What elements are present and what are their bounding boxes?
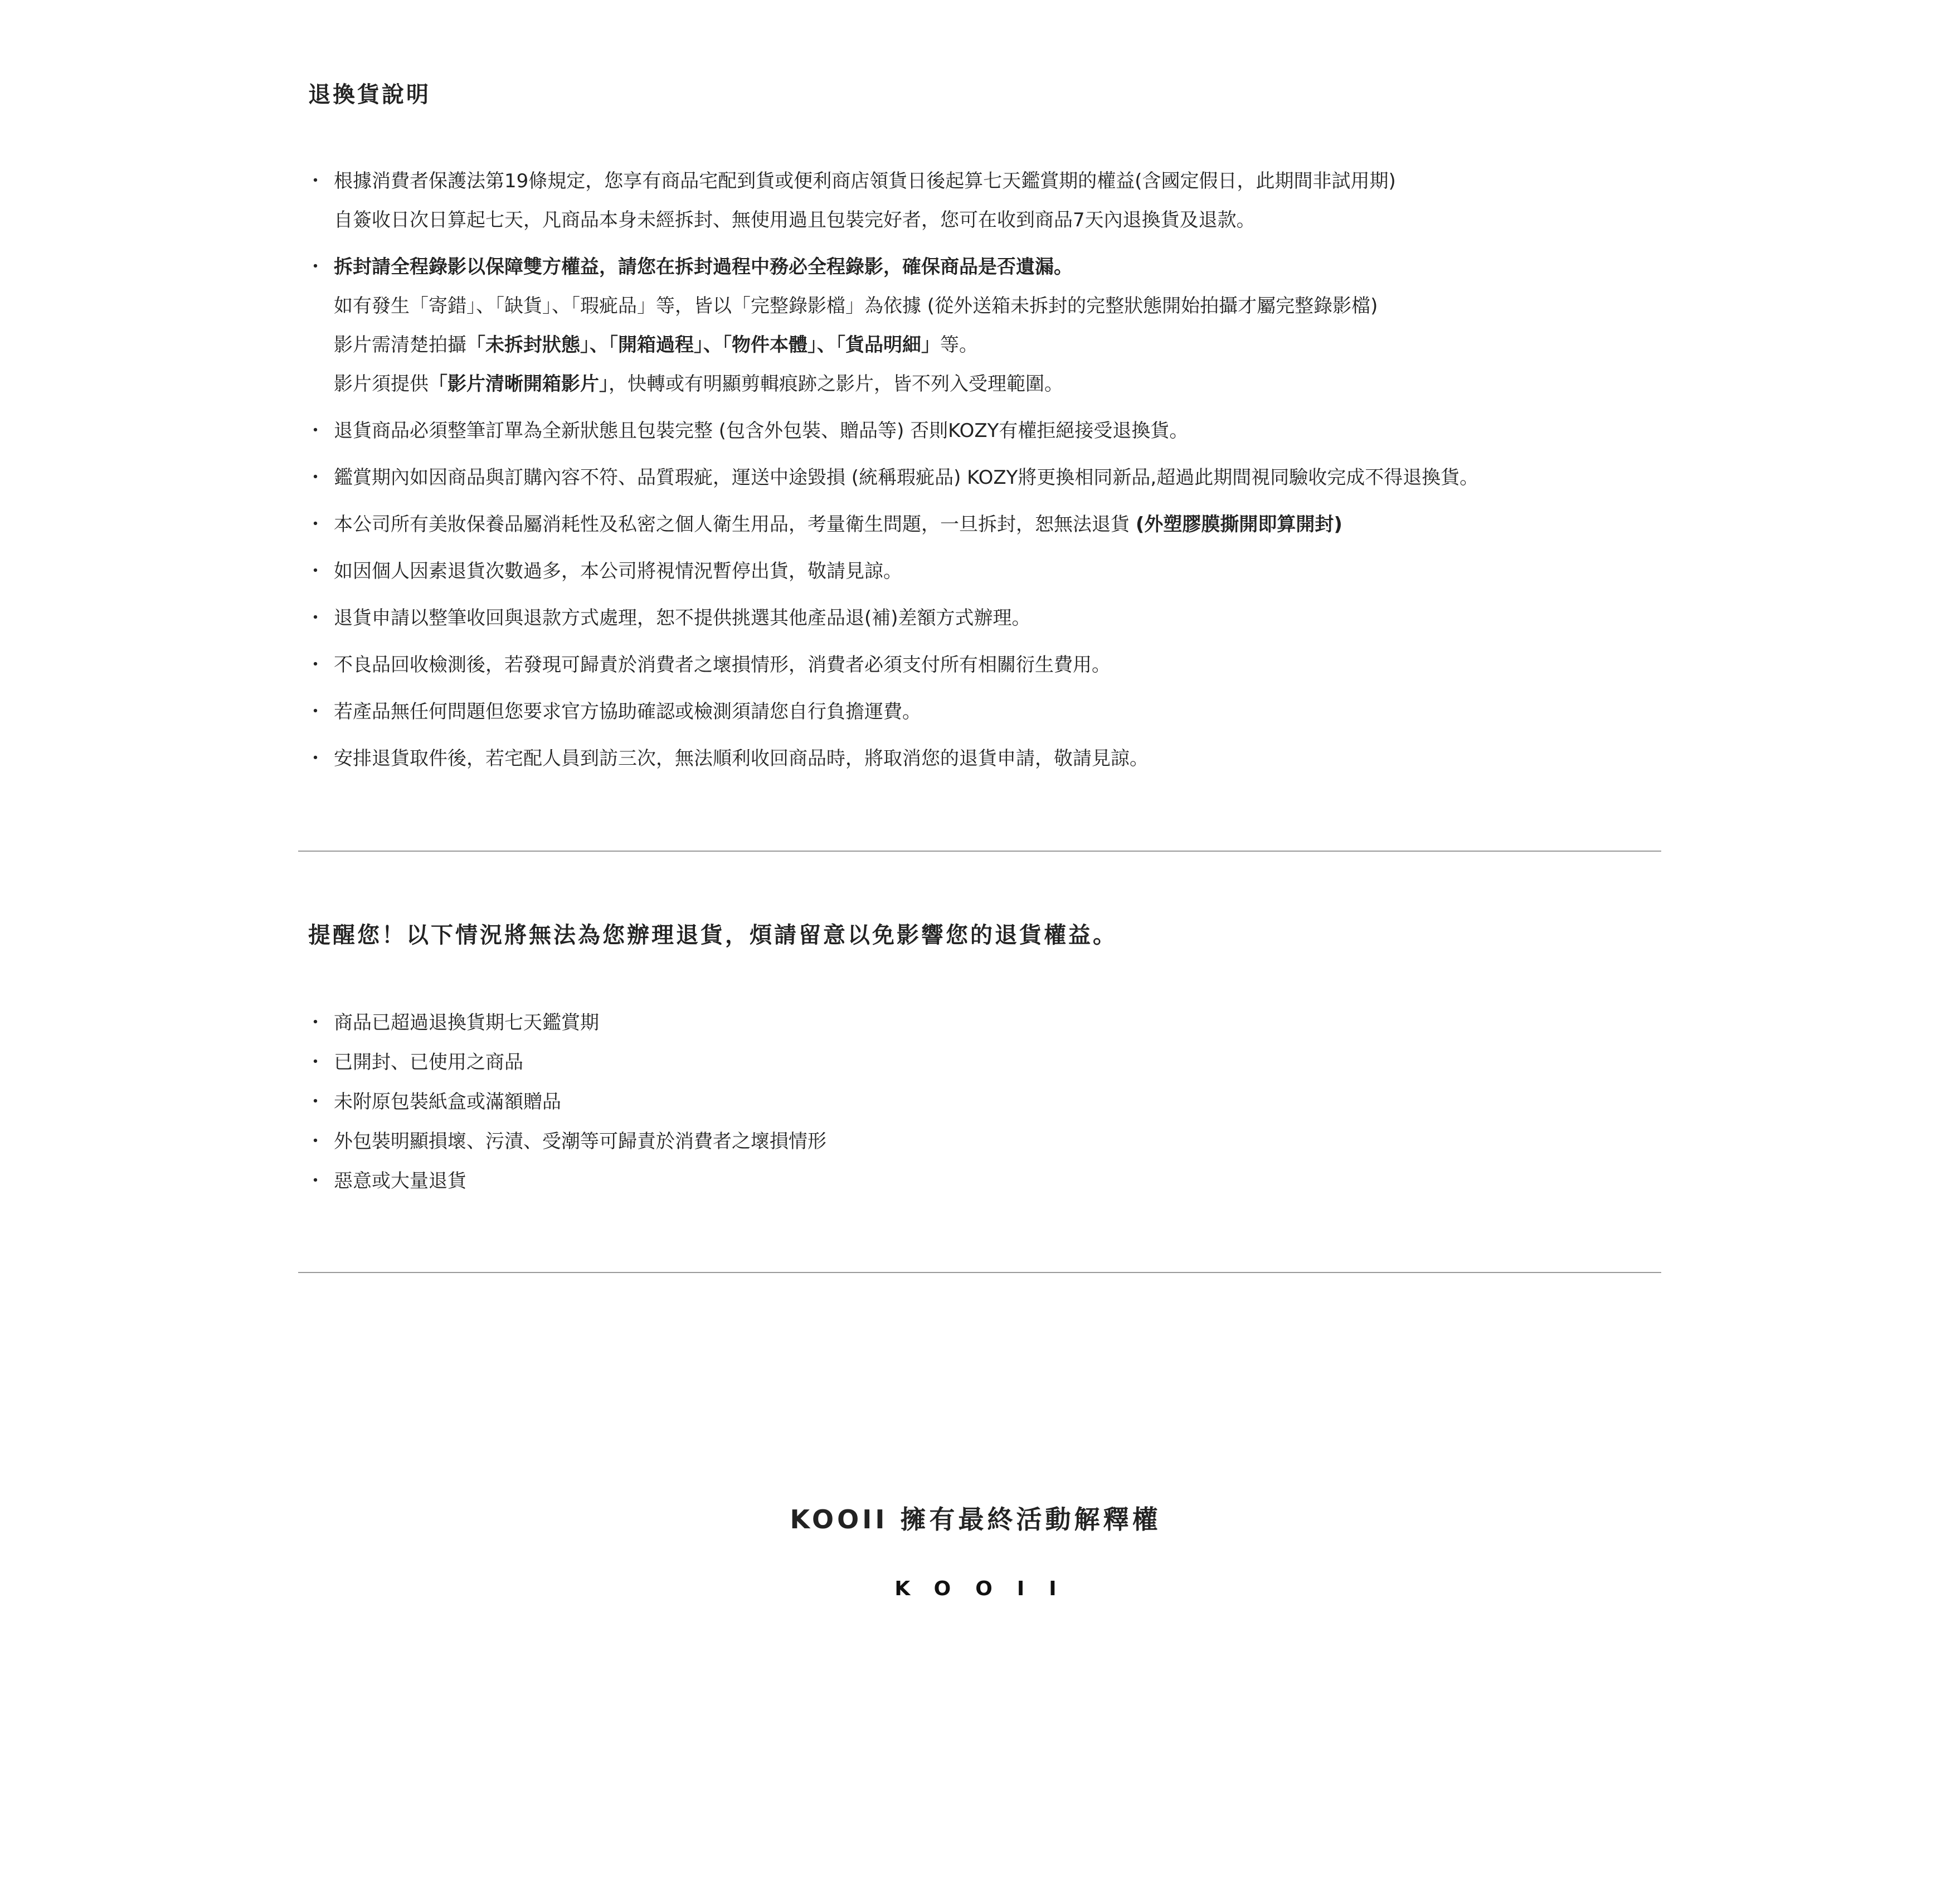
body-text: 本公司所有美妝保養品屬消耗性及私密之個人衛生用品，考量衛生問題，一旦拆封，恕無法退貨 (334, 513, 1136, 536)
reminder-title: 提醒您！以下情況將無法為您辦理退貨，煩請留意以免影響您的退貨權益。 (308, 922, 1117, 948)
returns-item-line (334, 458, 1813, 497)
body-text: 鑑賞期內如因商品與訂購內容不符、品質瑕疵，運送中途毀損 (統稱瑕疵品) KOZY將更換相同新品,超過此期間視同驗收完成不得退換貨。 (334, 467, 1479, 489)
body-text: 等。 (940, 334, 978, 356)
reminder-list-item: ・ 外包裝明顯損壞、污漬、受潮等可歸責於消費者之壞損情形 (308, 1122, 1813, 1162)
emphasis-text: 「未拆封狀態」、「開箱過程」、「物件本體」、「貨品明細」 (466, 334, 940, 356)
returns-item-line (334, 645, 1813, 684)
returns-item-line (334, 201, 1813, 240)
returns-item-line (334, 505, 1813, 544)
body-text: 若產品無任何問題但您要求官方協助確認或檢測須請您自行負擔運費。 (334, 701, 921, 723)
returns-title: 退換貨說明 (308, 82, 431, 108)
returns-item-line (334, 739, 1813, 778)
emphasis-text: 拆封請全程錄影以保障雙方權益，請您在拆封過程中務必全程錄影，確保商品是否遺漏。 (334, 256, 1073, 278)
returns-list-item (308, 739, 1813, 778)
body-text: 影片需清楚拍攝 (334, 334, 466, 356)
returns-item-line (334, 247, 1813, 286)
body-text: 安排退貨取件後，若宅配人員到訪三次，無法順利收回商品時，將取消您的退貨申請，敬請見諒。 (334, 747, 1149, 770)
returns-list-item (308, 505, 1813, 544)
body-text: 如因個人因素退貨次數過多，本公司將視情況暫停出貨，敬請見諒。 (334, 560, 902, 582)
returns-item-line (334, 326, 1813, 365)
final-interpretation-statement: KOOII 擁有最終活動解釋權 (790, 1504, 1161, 1534)
returns-list-item (308, 247, 1813, 404)
returns-list-item (308, 552, 1813, 591)
body-text: 不良品回收檢測後，若發現可歸責於消費者之壞損情形，消費者必須支付所有相關衍生費用。 (334, 654, 1111, 676)
body-text: 退貨申請以整筆收回與退款方式處理，恕不提供挑選其他產品退(補)差額方式辦理。 (334, 607, 1031, 629)
returns-item-line (334, 162, 1813, 201)
returns-list (308, 162, 1813, 786)
returns-list-item (308, 645, 1813, 684)
section-divider (298, 1272, 1661, 1273)
returns-list-item (308, 692, 1813, 731)
brand-logo: KOOII (894, 1577, 1081, 1600)
body-text: 如有發生「寄錯」、「缺貨」、「瑕疵品」等，皆以「完整錄影檔」為依據 (從外送箱未拆封的完整狀態開始拍攝才屬完整錄影檔) (334, 295, 1378, 317)
returns-list-item (308, 411, 1813, 450)
returns-list-item (308, 162, 1813, 240)
reminder-list-item: ・ 惡意或大量退貨 (308, 1162, 1813, 1201)
returns-item-line (334, 365, 1813, 404)
body-text: 根據消費者保護法第19條規定，您享有商品宅配到貨或便利商店領貨日後起算七天鑑賞期的權益(含國定假日，此期間非試用期) (334, 170, 1396, 192)
body-text: 自簽收日次日算起七天，凡商品本身未經拆封、無使用過且包裝完好者，您可在收到商品7天內退換貨及退款。 (334, 209, 1256, 231)
reminder-list-item: ・ 商品已超過退換貨期七天鑑賞期 (308, 1003, 1813, 1043)
returns-list-item (308, 458, 1813, 497)
emphasis-text: (外塑膠膜撕開即算開封) (1135, 513, 1342, 536)
emphasis-text: 「影片清晰開箱影片」 (429, 373, 609, 395)
returns-item-line (334, 599, 1813, 638)
returns-item-line (334, 692, 1813, 731)
returns-list-item (308, 599, 1813, 638)
section-divider (298, 851, 1661, 852)
returns-item-line (334, 552, 1813, 591)
body-text: ，快轉或有明顯剪輯痕跡之影片，皆不列入受理範圍。 (609, 373, 1063, 395)
reminder-list (308, 1003, 1813, 1201)
returns-item-line (334, 411, 1813, 450)
body-text: 影片須提供 (334, 373, 429, 395)
reminder-list-item: ・ 未附原包裝紙盒或滿額贈品 (308, 1082, 1813, 1122)
body-text: 退貨商品必須整筆訂單為全新狀態且包裝完整 (包含外包裝、贈品等) 否則KOZY有權拒絕接受退換貨。 (334, 420, 1189, 442)
reminder-list-item: ・ 已開封、已使用之商品 (308, 1043, 1813, 1082)
returns-item-line (334, 286, 1813, 326)
